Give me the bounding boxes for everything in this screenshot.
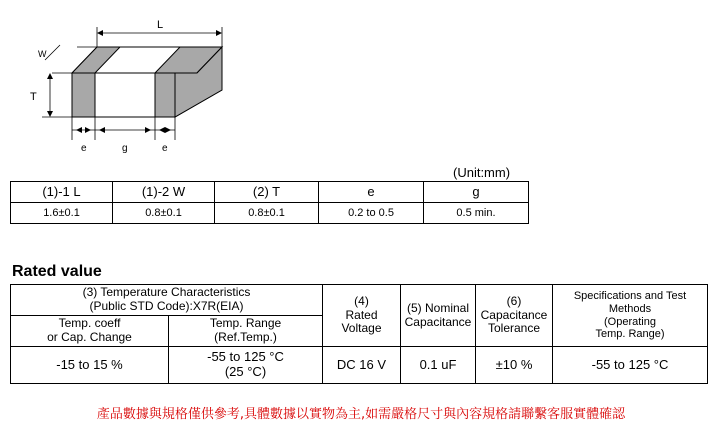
- rated-voltage-header: (4) Rated Voltage: [323, 285, 401, 347]
- terminal-front-right: [155, 73, 175, 117]
- value-width: 0.8±0.1: [113, 203, 215, 224]
- value-thickness: 0.8±0.1: [215, 203, 319, 224]
- dimension-value-row: [11, 203, 529, 224]
- temp-coeff-header: Temp. coeff or Cap. Change: [11, 316, 169, 347]
- label-W: W: [38, 49, 47, 59]
- header-thickness: (2) T: [215, 182, 319, 203]
- value-length: 1.6±0.1: [11, 203, 113, 224]
- value-temp-range: -55 to 125 °C (25 °C): [169, 347, 323, 384]
- rated-value-title: Rated value: [12, 263, 102, 280]
- value-rated-voltage: DC 16 V: [323, 347, 401, 384]
- temp-range-header: Temp. Range (Ref.Temp.): [169, 316, 323, 347]
- chip-dimension-diagram: [0, 0, 722, 160]
- rated-value-row: [11, 347, 708, 384]
- capacitance-tolerance-header: (6) Capacitance Tolerance: [476, 285, 553, 347]
- value-capacitance-tolerance: ±10 %: [476, 347, 553, 384]
- value-e: 0.2 to 0.5: [319, 203, 424, 224]
- label-e-left: e: [81, 143, 87, 154]
- label-T: T: [30, 91, 37, 103]
- rated-header-row-1: [11, 285, 708, 316]
- value-operating-range: -55 to 125 °C: [553, 347, 708, 384]
- dimension-header-row: [11, 182, 529, 203]
- terminal-front-left: [72, 73, 95, 117]
- value-temp-coeff: -15 to 15 %: [11, 347, 169, 384]
- label-g: g: [122, 143, 128, 154]
- label-e-right: e: [162, 143, 168, 154]
- header-width: (1)-2 W: [113, 182, 215, 203]
- unit-note: (Unit:mm): [453, 165, 511, 180]
- dimension-table: [10, 181, 529, 224]
- rated-value-table: [10, 284, 708, 384]
- specifications-header: Specifications and Test Methods (Operating Temp. Range): [553, 285, 708, 347]
- header-g: g: [424, 182, 529, 203]
- nominal-capacitance-header: (5) Nominal Capacitance: [401, 285, 476, 347]
- header-length: (1)-1 L: [11, 182, 113, 203]
- value-nominal-capacitance: 0.1 uF: [401, 347, 476, 384]
- header-e: e: [319, 182, 424, 203]
- label-L: L: [157, 19, 164, 31]
- temp-characteristics-header: (3) Temperature Characteristics (Public STD Code):X7R(EIA): [11, 285, 323, 316]
- footer-disclaimer: 產品數據與規格僅供參考,具體數據以實物為主,如需嚴格尺寸與內容規格請聯繫客服實體確認: [96, 407, 626, 422]
- value-g: 0.5 min.: [424, 203, 529, 224]
- width-dimension-line: [45, 45, 60, 60]
